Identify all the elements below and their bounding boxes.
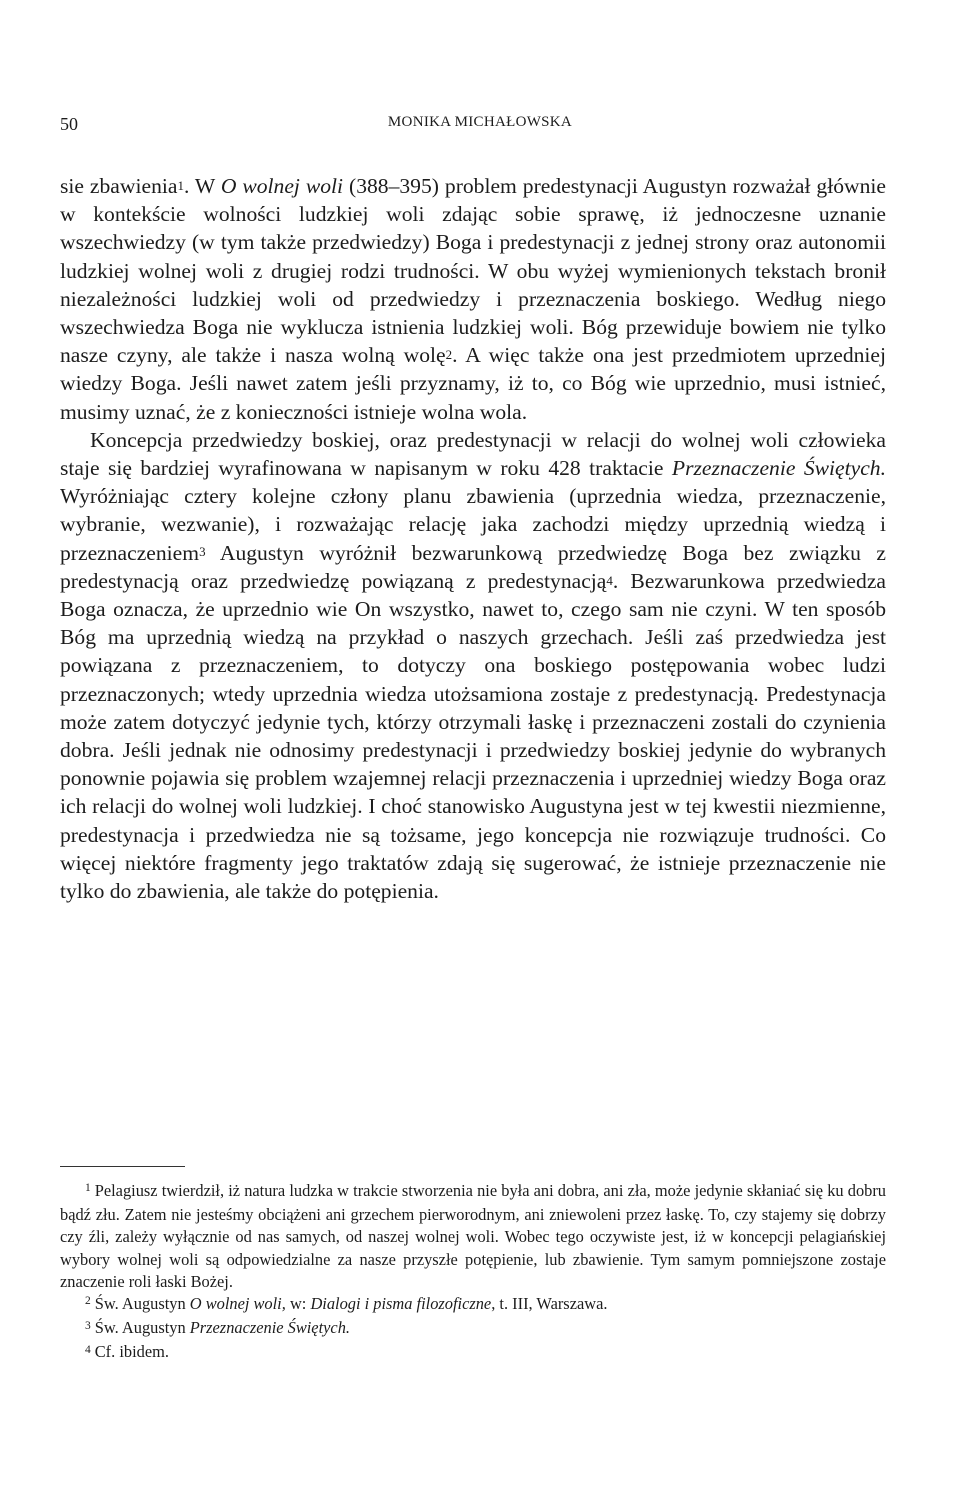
paragraph-2	[60, 426, 886, 905]
text-run: Koncepcja przedwiedzy boskiej, oraz predestynacji w relacji do wolnej woli człowieka staje się bardziej wyrafinowana w napisanym w roku 428 traktacie	[60, 427, 886, 481]
paragraph-1	[60, 172, 886, 426]
page-number: 50	[60, 114, 78, 134]
work-title: Dialogi i pisma filozoficzne	[310, 1294, 492, 1314]
footnotes	[60, 1180, 886, 1366]
text-run: Św. Augustyn	[94, 1294, 190, 1314]
text-run: Św. Augustyn	[94, 1318, 190, 1338]
footnote-1	[60, 1180, 886, 1293]
work-title: O wolnej woli,	[189, 1294, 286, 1314]
footnote-ref-4: 4	[606, 572, 613, 588]
text-run: w:	[285, 1294, 311, 1314]
text-run: sie zbawienia	[60, 174, 178, 198]
text-run: . Bezwarunkowa przedwiedza Boga oznacza, że uprzednio wie On wszystko, nawet to, czego sam nie czyni. W ten sposób Bóg ma uprzednią wiedzą na przykład o naszych grzechach. Jeśli zaś przedwiedza jest powiązana z przeznaczeniem, to dotyczy ona boskiego postępowania wobec ludzi przeznaczonych; wtedy uprzednia wiedza utożsamiona zostaje z predestynacją. Predestynacja może zatem dotyczyć jedynie tych, którzy otrzymali łaskę i przeznaczeni zostali do czynienia dobra. Jeśli jednak nie odnosimy predestynacji i przedwiedzy boskiej jedynie do wybranych ponownie pojawia się problem wzajemnej relacji przeznaczenia i uprzedniej wiedzy Boga oraz ich relacji do wolnej woli ludzkiej. I choć stanowisko Augustyna jest w tej kwestii niezmienne, predestynacja i przedwiedza nie są tożsame, jego koncepcja nie rozwiązuje trudności. Co więcej niektóre fragmenty jego traktatów zdają się sugerować, że istnieje przeznaczenie nie tylko do zbawienia, ale także do potępienia.	[60, 568, 886, 904]
work-title: Przeznaczenie Świętych.	[189, 1318, 350, 1338]
body-text	[60, 172, 886, 905]
text-run: . W	[183, 174, 221, 198]
footnote-ref-2: 2	[445, 346, 453, 362]
footnote-number: 3	[85, 1319, 91, 1332]
footnote-ref-3: 3	[199, 544, 206, 560]
text-run: Cf. ibidem.	[94, 1342, 169, 1362]
footnote-ref-1: 1	[177, 177, 184, 193]
work-title: Przeznaczenie Świętych.	[671, 456, 886, 481]
text-run: , t. III, Warszawa.	[491, 1294, 608, 1314]
work-title: O wolnej woli	[220, 174, 344, 198]
footnote-number: 1	[85, 1182, 91, 1195]
text-run: Augustyn wyróżnił bezwarunkową przedwiedzę Boga bez związku z predestynacją oraz przedwiedzę powiązaną z predestynacją	[60, 540, 886, 593]
page-header	[60, 114, 900, 138]
text-run: (388–395) problem predestynacji Augustyn rozważał głównie w kontekście wolności ludzkiej woli zdając sobie sprawę, iż jednoczesne uznanie wszechwiedzy (w tym także przedwiedzy) Boga i predestynacji z jednej strony oraz autonomii ludzkiej wolnej woli z drugiej rodzi trudności. W obu wyżej wymienionych tekstach bronił niezależności ludzkiej woli od przedwiedzy i przeznaczenia boskiego. Według niego wszechwiedza Boga nie wyklucza istnienia ludzkiej woli. Bóg przewiduje bowiem nie tylko nasze czyny, ale także i nasza wolną wolę	[60, 174, 886, 368]
footnote-number: 4	[85, 1343, 91, 1356]
footnote-4	[60, 1341, 886, 1365]
text-run: . A więc także ona jest przedmiotem uprzedniej wiedzy Boga. Jeśli nawet zatem jeśli przyznamy, iż to, co Bóg wie uprzednio, musi istnieć, musimy uznać, że z konieczności istnieje wolna wola.	[60, 343, 887, 424]
footnote-3	[60, 1317, 886, 1341]
text-run: Wyróżniając cztery kolejne człony planu zbawienia (uprzednia wiedza, przeznaczenie, wybranie, wezwanie), i rozważając relację jaka zachodzi między uprzednią wiedzą i przeznaczeniem	[60, 484, 886, 565]
footnote-number: 2	[85, 1295, 91, 1308]
footnote-2	[60, 1293, 886, 1317]
footnote-separator	[60, 1166, 185, 1167]
running-head: MONIKA MICHAŁOWSKA	[387, 114, 573, 130]
footnote-text: Pelagiusz twierdził, iż natura ludzka w trakcie stworzenia nie była ani dobra, ani zła, może jedynie skłaniać się ku dobru bądź złu. Zatem nie jesteśmy obciążeni ani grzechem pierworodnym, ani zniewoleni przez łaskę. To, czy stajemy się dobrzy czy źli, zależy wyłącznie od nas samych, od naszej wolnej woli. Wobec tego oczywiste jest, iż w koncepcji pelagiańskiej wybory wolnej woli są odpowiedzialne za nasze przyszłe potępienie, lub zbawienie. Tym samym pomniejszone zostaje znaczenie roli łaski Bożej.	[60, 1181, 886, 1291]
